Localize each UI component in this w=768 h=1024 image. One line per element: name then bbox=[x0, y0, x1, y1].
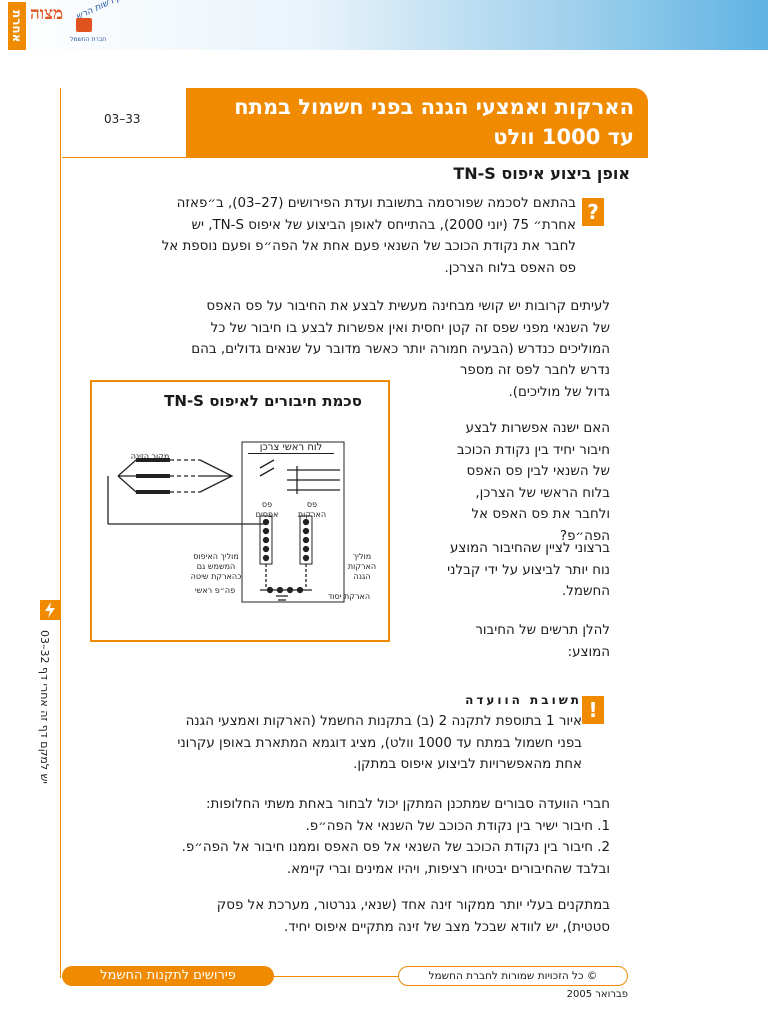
text-line: בהתאם לסכמה שפורסמה בתשובת ועדת הפירושים (27–03), ב״פאזה bbox=[176, 196, 576, 211]
text-line: של השנאי לבין פס האפס bbox=[466, 464, 610, 479]
label-neutral-bar: פס אפסים bbox=[255, 500, 279, 519]
answer-paragraph-2 bbox=[70, 794, 610, 880]
electric-company-logo-icon bbox=[76, 18, 92, 32]
question-paragraph-3 bbox=[404, 418, 610, 547]
question-paragraph-4 bbox=[404, 538, 610, 603]
text-line: הפה״פ? bbox=[560, 528, 610, 544]
text-line: לחבר את נקודת הכוכב של השנאי פעם אחת אל הפה״פ ופעם נוספת אל bbox=[161, 239, 576, 254]
text-line: סטטית), יש לוודא שבכל מצב של זינה מתקיים איפוס יחיד. bbox=[283, 919, 610, 935]
section-subtitle: אופן ביצוע איפוס TN-S bbox=[453, 164, 630, 183]
text-line: להלן תרשים של החיבור bbox=[475, 623, 610, 638]
page-frame-line bbox=[60, 88, 61, 978]
label-foundation-earth: הארקת יסוד bbox=[327, 592, 371, 601]
lightning-icon bbox=[40, 600, 60, 620]
text-line: בלוח הראשי של הצרכן, bbox=[475, 485, 610, 501]
answer-paragraph-1 bbox=[70, 711, 582, 776]
text-line: המוצע: bbox=[567, 644, 610, 660]
label-main-earth: פה״פ ראשי bbox=[194, 586, 236, 595]
page-title-line-2: עד 1000 וולט bbox=[493, 125, 634, 149]
page-order-note: יש למקם דף זה אחרי דף 32–03 bbox=[38, 630, 51, 784]
text-line: חברי הוועדה סבורים שמתכנן המתקן יכול לבחור באחת משתי החלופות: bbox=[206, 797, 610, 812]
page-title-line-1: הארקות ואמצעי הגנה בפני חשמול במתח bbox=[234, 95, 634, 119]
brand-word: מצוה bbox=[30, 4, 64, 24]
text-line: במתקנים בעלי יותר ממקור זינה אחד (שנאי, גנרטור, מערכת אל פסק bbox=[216, 898, 610, 913]
question-marker-icon: ? bbox=[582, 198, 604, 226]
text-line: איור 1 בתוספת לתקנה 2 (ב) בתקנות החשמל (הארקות ואמצעי הגנה bbox=[185, 714, 582, 729]
text-line: של השנאי מפני שפס זה קטן יחסית ואין אפשרות לבצע בו חיבור של כל bbox=[210, 320, 610, 336]
question-paragraph-1 bbox=[70, 193, 576, 279]
question-paragraph-5 bbox=[404, 620, 610, 663]
text-line: אחרת״ 75 (יוני 2000), בהתייחס לאופן הביצוע של איפוס TN-S, יש bbox=[191, 217, 576, 233]
text-line: חיבור יחיד בין נקודת הכוכב bbox=[456, 442, 610, 458]
footer-divider bbox=[274, 976, 398, 977]
text-line: פס האפס בלוח הצרכן. bbox=[444, 260, 576, 276]
text-line: 2. חיבור בין נקודת הכוכב של השנאי אל פס האפס וממנו חיבור אל הפה״פ. bbox=[181, 840, 610, 855]
answer-marker-icon: ! bbox=[582, 696, 604, 724]
text-line: נוח יותר לביצוע על ידי קבלני bbox=[447, 562, 610, 578]
text-line: החשמל. bbox=[562, 584, 610, 599]
question-paragraph-2-continued bbox=[404, 360, 610, 403]
text-line: גדול של מוליכים). bbox=[508, 384, 610, 400]
text-line: אחת מהאפשרויות לביצוע איפוס במתקן. bbox=[353, 757, 582, 772]
page-title bbox=[186, 88, 648, 158]
title-rule bbox=[62, 157, 186, 158]
text-line: ולחבר את פס האפס אל bbox=[471, 507, 610, 522]
label-panel: לוח ראשי צרכן bbox=[248, 443, 334, 454]
text-line: נדרש לחבר לפס זה מספר bbox=[459, 363, 610, 378]
text-line: 1. חיבור ישיר בין נקודת הכוכב של השנאי אל הפה״פ. bbox=[305, 818, 610, 834]
text-line: ברצוני לציין שהחיבור המוצע bbox=[450, 541, 610, 556]
copyright-notice bbox=[398, 966, 628, 986]
header-band bbox=[0, 0, 768, 50]
text-line: ובלבד שהחיבורים יבטיחו רציפות, ויהיו אמינים וברי קיימא. bbox=[286, 861, 610, 877]
text-line: לעיתים קרובות יש קושי מבחינה מעשית לבצע את החיבור על פס האפס bbox=[206, 299, 610, 314]
label-pe-conductor: מוליך הארקות הגנה bbox=[347, 552, 377, 581]
question-paragraph-2 bbox=[70, 296, 610, 361]
label-earth-bar: פס הארקות bbox=[297, 500, 327, 519]
text-line: בפני חשמול במתח עד 1000 וולט), מציג דוגמא המתארת באופן עקרוני bbox=[177, 735, 582, 751]
label-source: מקור הזינה bbox=[130, 452, 170, 461]
footer-series-title: פירושים לתקנות החשמל bbox=[62, 966, 274, 986]
copyright-icon: © bbox=[586, 970, 598, 982]
answer-heading: תשובת הוועדה bbox=[465, 693, 582, 707]
answer-paragraph-3 bbox=[70, 895, 610, 938]
text-line: המוליכים כנדרש (הבעיה חמורה יותר כאשר מדובר על שנאים גדולים, בהם bbox=[191, 342, 610, 357]
star-point bbox=[118, 460, 136, 492]
diagram-title: סכמת חיבורים לאיפוס TN-S bbox=[164, 392, 362, 410]
main-switch bbox=[260, 460, 274, 476]
page-code: 03–33 bbox=[104, 112, 141, 126]
copyright-text: כל הזכויות שמורות לחברת החשמל bbox=[428, 970, 584, 982]
consumer-panel-frame bbox=[242, 442, 344, 602]
brand-vertical-label: אחרת bbox=[8, 2, 26, 50]
logo-caption: חברת החשמל bbox=[70, 36, 107, 43]
cable-fan bbox=[200, 460, 232, 492]
label-pen-conductor: מוליך האיפוס המשמש גם כהארקת שיטה bbox=[190, 552, 242, 581]
publication-date: פברואר 2005 bbox=[566, 989, 628, 1000]
text-line: האם ישנה אפשרות לבצע bbox=[465, 421, 610, 436]
